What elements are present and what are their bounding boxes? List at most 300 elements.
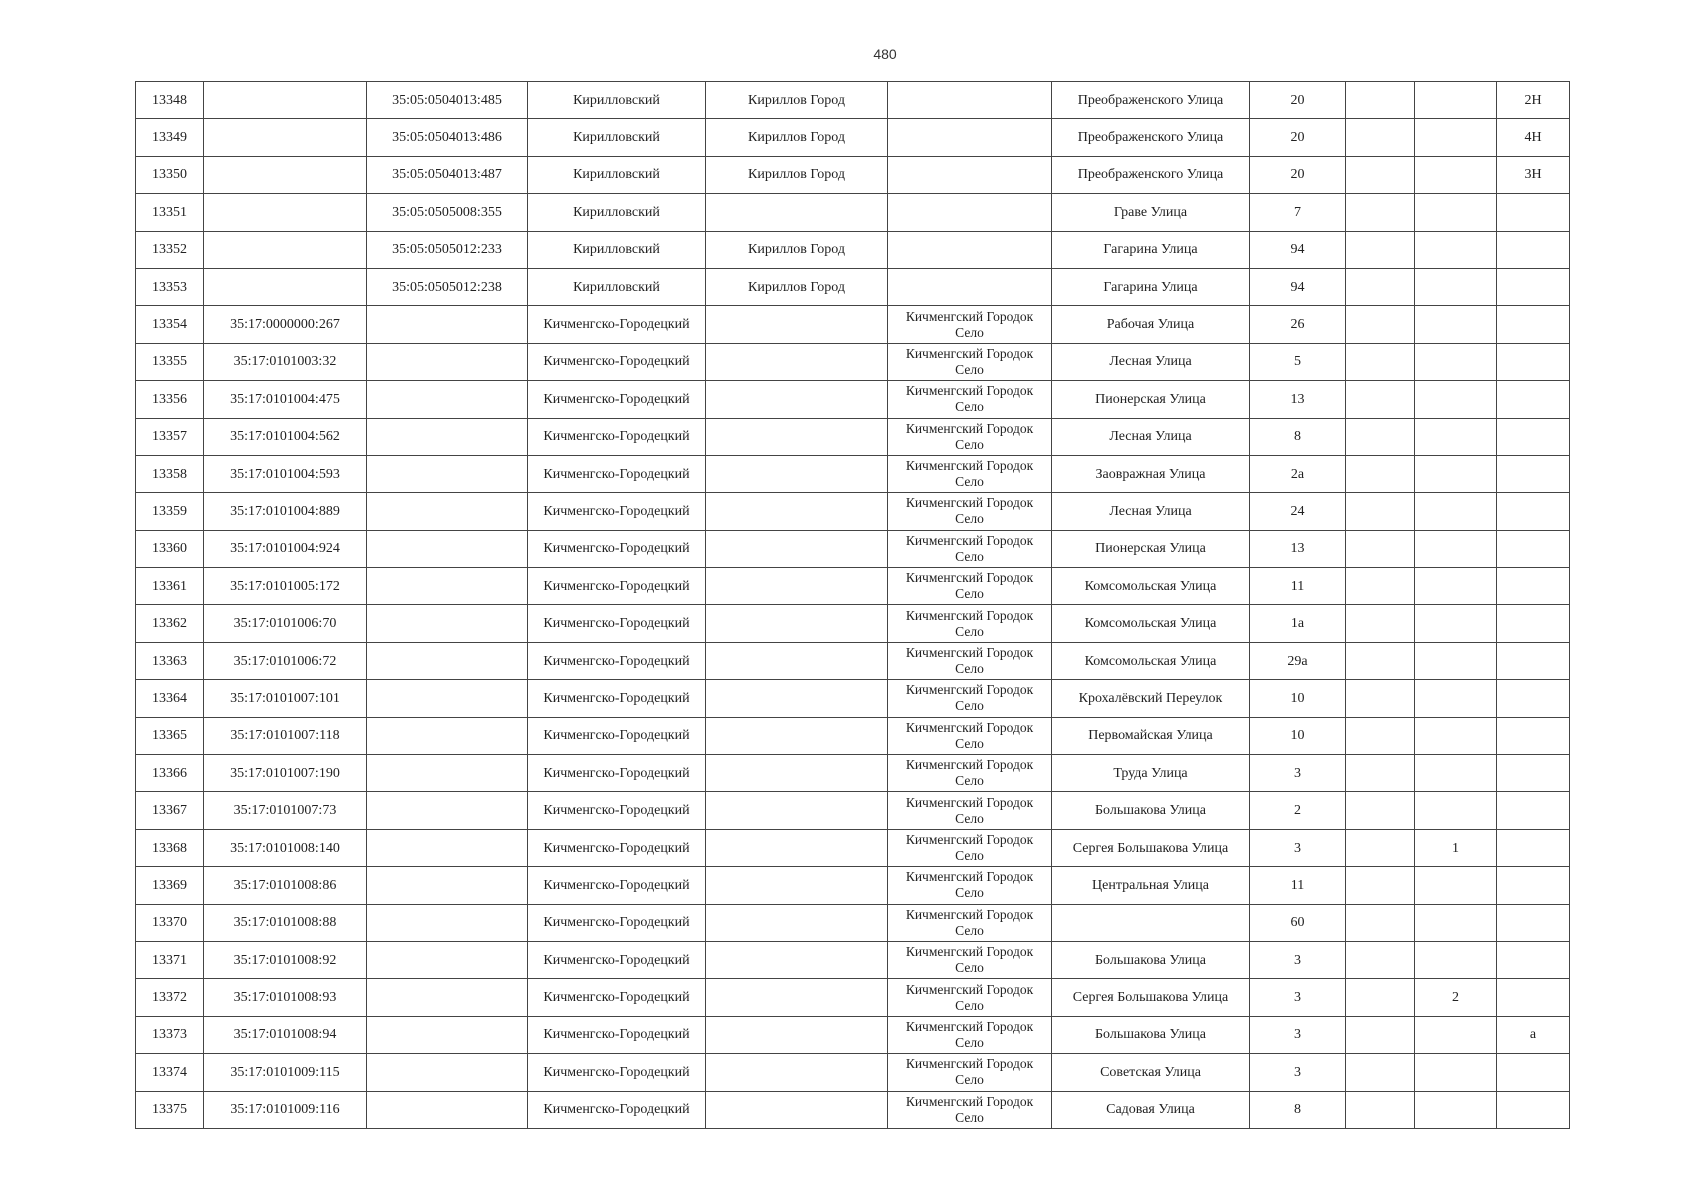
building-cadastral-number-cell (367, 642, 528, 679)
city-cell (706, 792, 888, 829)
apartment-cell (1497, 642, 1570, 679)
building-cell (1346, 792, 1415, 829)
building-cell (1346, 306, 1415, 343)
building-cadastral-number-cell (367, 306, 528, 343)
building-cadastral-number-cell (367, 680, 528, 717)
district-cell: Кирилловский (528, 82, 706, 119)
city-cell (706, 867, 888, 904)
apartment-cell (1497, 755, 1570, 792)
street-cell: Труда Улица (1052, 755, 1250, 792)
table-row (136, 755, 1570, 792)
cadastral-number-cell: 35:17:0101009:116 (204, 1091, 367, 1128)
house-number-cell: 3 (1250, 1054, 1346, 1091)
table-row (136, 979, 1570, 1016)
apartment-cell (1497, 941, 1570, 978)
district-cell: Кирилловский (528, 119, 706, 156)
district-cell: Кичменгско-Городецкий (528, 605, 706, 642)
house-number-cell: 3 (1250, 829, 1346, 866)
table-row (136, 343, 1570, 380)
table-row (136, 194, 1570, 231)
city-cell (706, 979, 888, 1016)
cadastral-number-cell: 35:17:0101008:94 (204, 1016, 367, 1053)
house-number-cell: 10 (1250, 680, 1346, 717)
street-cell: Гагарина Улица (1052, 268, 1250, 305)
apartment-cell (1497, 904, 1570, 941)
row-number-cell: 13373 (136, 1016, 204, 1053)
house-number-cell: 11 (1250, 568, 1346, 605)
street-cell (1052, 904, 1250, 941)
row-number-cell: 13356 (136, 381, 204, 418)
building-cadastral-number-cell (367, 904, 528, 941)
city-cell (706, 568, 888, 605)
apartment-cell (1497, 493, 1570, 530)
district-cell: Кичменгско-Городецкий (528, 568, 706, 605)
district-cell: Кирилловский (528, 194, 706, 231)
district-cell: Кичменгско-Городецкий (528, 493, 706, 530)
locality-cell: Кичменгский Городок Село (888, 605, 1052, 642)
locality-cell: Кичменгский Городок Село (888, 642, 1052, 679)
city-cell (706, 194, 888, 231)
city-cell (706, 717, 888, 754)
city-cell (706, 306, 888, 343)
district-cell: Кичменгско-Городецкий (528, 530, 706, 567)
corpus-cell (1415, 343, 1497, 380)
cadastral-number-cell: 35:17:0101003:32 (204, 343, 367, 380)
city-cell (706, 418, 888, 455)
locality-cell (888, 82, 1052, 119)
cadastral-number-cell (204, 119, 367, 156)
city-cell: Кириллов Город (706, 82, 888, 119)
locality-cell: Кичменгский Городок Село (888, 381, 1052, 418)
row-number-cell: 13367 (136, 792, 204, 829)
row-number-cell: 13370 (136, 904, 204, 941)
corpus-cell (1415, 717, 1497, 754)
locality-cell: Кичменгский Городок Село (888, 867, 1052, 904)
district-cell: Кичменгско-Городецкий (528, 829, 706, 866)
locality-cell: Кичменгский Городок Село (888, 1054, 1052, 1091)
building-cadastral-number-cell (367, 867, 528, 904)
row-number-cell: 13372 (136, 979, 204, 1016)
city-cell: Кириллов Город (706, 119, 888, 156)
table-row (136, 941, 1570, 978)
house-number-cell: 3 (1250, 1016, 1346, 1053)
corpus-cell (1415, 1016, 1497, 1053)
locality-cell: Кичменгский Городок Село (888, 493, 1052, 530)
apartment-cell (1497, 680, 1570, 717)
row-number-cell: 13374 (136, 1054, 204, 1091)
cadastral-number-cell: 35:17:0101005:172 (204, 568, 367, 605)
apartment-cell (1497, 829, 1570, 866)
locality-cell: Кичменгский Городок Село (888, 680, 1052, 717)
city-cell (706, 381, 888, 418)
house-number-cell: 1а (1250, 605, 1346, 642)
apartment-cell: а (1497, 1016, 1570, 1053)
house-number-cell: 8 (1250, 418, 1346, 455)
building-cell (1346, 755, 1415, 792)
house-number-cell: 10 (1250, 717, 1346, 754)
locality-cell: Кичменгский Городок Село (888, 792, 1052, 829)
building-cell (1346, 156, 1415, 193)
locality-cell: Кичменгский Городок Село (888, 979, 1052, 1016)
city-cell: Кириллов Город (706, 156, 888, 193)
locality-cell: Кичменгский Городок Село (888, 829, 1052, 866)
table-row (136, 119, 1570, 156)
house-number-cell: 3 (1250, 755, 1346, 792)
house-number-cell: 29а (1250, 642, 1346, 679)
locality-cell (888, 156, 1052, 193)
house-number-cell: 94 (1250, 268, 1346, 305)
apartment-cell (1497, 455, 1570, 492)
table-row (136, 455, 1570, 492)
row-number-cell: 13368 (136, 829, 204, 866)
building-cell (1346, 941, 1415, 978)
building-cadastral-number-cell (367, 717, 528, 754)
street-cell: Гагарина Улица (1052, 231, 1250, 268)
city-cell (706, 680, 888, 717)
house-number-cell: 26 (1250, 306, 1346, 343)
cadastral-number-cell: 35:17:0101007:118 (204, 717, 367, 754)
building-cell (1346, 455, 1415, 492)
building-cadastral-number-cell (367, 792, 528, 829)
corpus-cell (1415, 82, 1497, 119)
street-cell: Заовражная Улица (1052, 455, 1250, 492)
locality-cell: Кичменгский Городок Село (888, 568, 1052, 605)
row-number-cell: 13351 (136, 194, 204, 231)
street-cell: Комсомольская Улица (1052, 605, 1250, 642)
street-cell: Преображенского Улица (1052, 119, 1250, 156)
corpus-cell (1415, 941, 1497, 978)
building-cadastral-number-cell: 35:05:0505008:355 (367, 194, 528, 231)
apartment-cell (1497, 979, 1570, 1016)
apartment-cell (1497, 381, 1570, 418)
apartment-cell (1497, 194, 1570, 231)
table-row (136, 530, 1570, 567)
building-cadastral-number-cell (367, 530, 528, 567)
building-cadastral-number-cell (367, 979, 528, 1016)
building-cell (1346, 530, 1415, 567)
table-row (136, 268, 1570, 305)
row-number-cell: 13352 (136, 231, 204, 268)
row-number-cell: 13357 (136, 418, 204, 455)
street-cell: Сергея Большакова Улица (1052, 979, 1250, 1016)
building-cell (1346, 979, 1415, 1016)
locality-cell (888, 194, 1052, 231)
cadastral-number-cell: 35:17:0000000:267 (204, 306, 367, 343)
district-cell: Кичменгско-Городецкий (528, 717, 706, 754)
table-row (136, 680, 1570, 717)
district-cell: Кичменгско-Городецкий (528, 1016, 706, 1053)
row-number-cell: 13349 (136, 119, 204, 156)
corpus-cell (1415, 306, 1497, 343)
building-cadastral-number-cell: 35:05:0505012:233 (367, 231, 528, 268)
apartment-cell (1497, 605, 1570, 642)
cadastral-number-cell: 35:17:0101004:475 (204, 381, 367, 418)
table-row (136, 568, 1570, 605)
registry-table (135, 81, 1570, 1129)
corpus-cell (1415, 381, 1497, 418)
row-number-cell: 13371 (136, 941, 204, 978)
cadastral-number-cell: 35:17:0101007:73 (204, 792, 367, 829)
district-cell: Кичменгско-Городецкий (528, 680, 706, 717)
house-number-cell: 3 (1250, 979, 1346, 1016)
locality-cell (888, 268, 1052, 305)
house-number-cell: 20 (1250, 156, 1346, 193)
apartment-cell (1497, 867, 1570, 904)
table-row (136, 605, 1570, 642)
locality-cell: Кичменгский Городок Село (888, 1091, 1052, 1128)
building-cadastral-number-cell: 35:05:0505012:238 (367, 268, 528, 305)
corpus-cell (1415, 455, 1497, 492)
street-cell: Садовая Улица (1052, 1091, 1250, 1128)
apartment-cell (1497, 792, 1570, 829)
corpus-cell (1415, 680, 1497, 717)
house-number-cell: 94 (1250, 231, 1346, 268)
street-cell: Лесная Улица (1052, 418, 1250, 455)
table-row (136, 642, 1570, 679)
district-cell: Кичменгско-Городецкий (528, 979, 706, 1016)
apartment-cell (1497, 568, 1570, 605)
district-cell: Кичменгско-Городецкий (528, 1054, 706, 1091)
building-cadastral-number-cell (367, 493, 528, 530)
building-cadastral-number-cell (367, 605, 528, 642)
row-number-cell: 13358 (136, 455, 204, 492)
corpus-cell (1415, 530, 1497, 567)
cadastral-number-cell: 35:17:0101004:924 (204, 530, 367, 567)
row-number-cell: 13354 (136, 306, 204, 343)
city-cell (706, 605, 888, 642)
corpus-cell (1415, 231, 1497, 268)
house-number-cell: 11 (1250, 867, 1346, 904)
cadastral-number-cell: 35:17:0101008:140 (204, 829, 367, 866)
building-cadastral-number-cell (367, 829, 528, 866)
corpus-cell (1415, 119, 1497, 156)
apartment-cell (1497, 1054, 1570, 1091)
house-number-cell: 20 (1250, 119, 1346, 156)
locality-cell: Кичменгский Городок Село (888, 717, 1052, 754)
corpus-cell (1415, 418, 1497, 455)
table-row (136, 904, 1570, 941)
street-cell: Лесная Улица (1052, 493, 1250, 530)
cadastral-number-cell: 35:17:0101007:190 (204, 755, 367, 792)
building-cell (1346, 605, 1415, 642)
cadastral-number-cell: 35:17:0101004:593 (204, 455, 367, 492)
locality-cell: Кичменгский Городок Село (888, 904, 1052, 941)
city-cell: Кириллов Город (706, 268, 888, 305)
district-cell: Кичменгско-Городецкий (528, 755, 706, 792)
street-cell: Большакова Улица (1052, 792, 1250, 829)
district-cell: Кичменгско-Городецкий (528, 1091, 706, 1128)
table-row (136, 1016, 1570, 1053)
locality-cell (888, 119, 1052, 156)
apartment-cell (1497, 268, 1570, 305)
table-row (136, 717, 1570, 754)
table-row (136, 1054, 1570, 1091)
row-number-cell: 13366 (136, 755, 204, 792)
table-body (136, 82, 1570, 1129)
building-cell (1346, 231, 1415, 268)
cadastral-number-cell (204, 194, 367, 231)
row-number-cell: 13360 (136, 530, 204, 567)
street-cell: Центральная Улица (1052, 867, 1250, 904)
corpus-cell: 1 (1415, 829, 1497, 866)
building-cell (1346, 1016, 1415, 1053)
building-cell (1346, 119, 1415, 156)
cadastral-number-cell: 35:17:0101008:88 (204, 904, 367, 941)
cadastral-number-cell: 35:17:0101008:92 (204, 941, 367, 978)
building-cell (1346, 381, 1415, 418)
apartment-cell (1497, 306, 1570, 343)
row-number-cell: 13364 (136, 680, 204, 717)
building-cell (1346, 194, 1415, 231)
row-number-cell: 13361 (136, 568, 204, 605)
apartment-cell: 2Н (1497, 82, 1570, 119)
city-cell (706, 755, 888, 792)
corpus-cell (1415, 568, 1497, 605)
street-cell: Рабочая Улица (1052, 306, 1250, 343)
corpus-cell (1415, 605, 1497, 642)
city-cell (706, 1054, 888, 1091)
building-cadastral-number-cell (367, 381, 528, 418)
street-cell: Преображенского Улица (1052, 156, 1250, 193)
house-number-cell: 2а (1250, 455, 1346, 492)
row-number-cell: 13363 (136, 642, 204, 679)
page-number: 480 (873, 46, 897, 62)
building-cadastral-number-cell (367, 755, 528, 792)
building-cell (1346, 268, 1415, 305)
district-cell: Кичменгско-Городецкий (528, 381, 706, 418)
table-row (136, 792, 1570, 829)
building-cell (1346, 904, 1415, 941)
corpus-cell (1415, 867, 1497, 904)
cadastral-number-cell (204, 268, 367, 305)
house-number-cell: 13 (1250, 530, 1346, 567)
street-cell: Пионерская Улица (1052, 530, 1250, 567)
corpus-cell (1415, 1091, 1497, 1128)
table-row (136, 493, 1570, 530)
corpus-cell (1415, 156, 1497, 193)
district-cell: Кичменгско-Городецкий (528, 867, 706, 904)
row-number-cell: 13365 (136, 717, 204, 754)
apartment-cell: 3Н (1497, 156, 1570, 193)
city-cell (706, 642, 888, 679)
district-cell: Кичменгско-Городецкий (528, 941, 706, 978)
locality-cell: Кичменгский Городок Село (888, 1016, 1052, 1053)
district-cell: Кичменгско-Городецкий (528, 792, 706, 829)
cadastral-number-cell: 35:17:0101008:86 (204, 867, 367, 904)
row-number-cell: 13348 (136, 82, 204, 119)
street-cell: Крохалёвский Переулок (1052, 680, 1250, 717)
cadastral-number-cell: 35:17:0101006:70 (204, 605, 367, 642)
cadastral-number-cell: 35:17:0101009:115 (204, 1054, 367, 1091)
building-cell (1346, 829, 1415, 866)
apartment-cell (1497, 530, 1570, 567)
table-row (136, 867, 1570, 904)
corpus-cell: 2 (1415, 979, 1497, 1016)
corpus-cell (1415, 904, 1497, 941)
corpus-cell (1415, 493, 1497, 530)
locality-cell: Кичменгский Городок Село (888, 306, 1052, 343)
building-cadastral-number-cell: 35:05:0504013:487 (367, 156, 528, 193)
locality-cell (888, 231, 1052, 268)
table-row (136, 306, 1570, 343)
cadastral-number-cell (204, 82, 367, 119)
corpus-cell (1415, 642, 1497, 679)
street-cell: Большакова Улица (1052, 941, 1250, 978)
street-cell: Комсомольская Улица (1052, 568, 1250, 605)
house-number-cell: 7 (1250, 194, 1346, 231)
house-number-cell: 24 (1250, 493, 1346, 530)
cadastral-number-cell: 35:17:0101007:101 (204, 680, 367, 717)
building-cell (1346, 82, 1415, 119)
district-cell: Кичменгско-Городецкий (528, 343, 706, 380)
house-number-cell: 20 (1250, 82, 1346, 119)
building-cell (1346, 493, 1415, 530)
street-cell: Первомайская Улица (1052, 717, 1250, 754)
district-cell: Кирилловский (528, 268, 706, 305)
house-number-cell: 3 (1250, 941, 1346, 978)
building-cell (1346, 717, 1415, 754)
table-row (136, 1091, 1570, 1128)
row-number-cell: 13350 (136, 156, 204, 193)
row-number-cell: 13353 (136, 268, 204, 305)
corpus-cell (1415, 1054, 1497, 1091)
locality-cell: Кичменгский Городок Село (888, 530, 1052, 567)
city-cell (706, 530, 888, 567)
city-cell (706, 941, 888, 978)
row-number-cell: 13369 (136, 867, 204, 904)
house-number-cell: 13 (1250, 381, 1346, 418)
house-number-cell: 8 (1250, 1091, 1346, 1128)
city-cell (706, 455, 888, 492)
district-cell: Кирилловский (528, 231, 706, 268)
table-row (136, 418, 1570, 455)
district-cell: Кирилловский (528, 156, 706, 193)
building-cadastral-number-cell (367, 1016, 528, 1053)
building-cadastral-number-cell (367, 343, 528, 380)
city-cell (706, 1091, 888, 1128)
district-cell: Кичменгско-Городецкий (528, 642, 706, 679)
house-number-cell: 60 (1250, 904, 1346, 941)
district-cell: Кичменгско-Городецкий (528, 455, 706, 492)
locality-cell: Кичменгский Городок Село (888, 941, 1052, 978)
building-cell (1346, 418, 1415, 455)
district-cell: Кичменгско-Городецкий (528, 306, 706, 343)
house-number-cell: 5 (1250, 343, 1346, 380)
apartment-cell (1497, 231, 1570, 268)
district-cell: Кичменгско-Городецкий (528, 904, 706, 941)
cadastral-number-cell (204, 231, 367, 268)
locality-cell: Кичменгский Городок Село (888, 343, 1052, 380)
building-cell (1346, 680, 1415, 717)
building-cadastral-number-cell (367, 455, 528, 492)
apartment-cell (1497, 717, 1570, 754)
table-row (136, 231, 1570, 268)
table-row (136, 82, 1570, 119)
corpus-cell (1415, 755, 1497, 792)
street-cell: Преображенского Улица (1052, 82, 1250, 119)
city-cell (706, 904, 888, 941)
street-cell: Советская Улица (1052, 1054, 1250, 1091)
cadastral-number-cell: 35:17:0101006:72 (204, 642, 367, 679)
building-cell (1346, 568, 1415, 605)
apartment-cell (1497, 418, 1570, 455)
row-number-cell: 13359 (136, 493, 204, 530)
cadastral-number-cell: 35:17:0101008:93 (204, 979, 367, 1016)
house-number-cell: 2 (1250, 792, 1346, 829)
building-cell (1346, 343, 1415, 380)
corpus-cell (1415, 792, 1497, 829)
street-cell: Комсомольская Улица (1052, 642, 1250, 679)
